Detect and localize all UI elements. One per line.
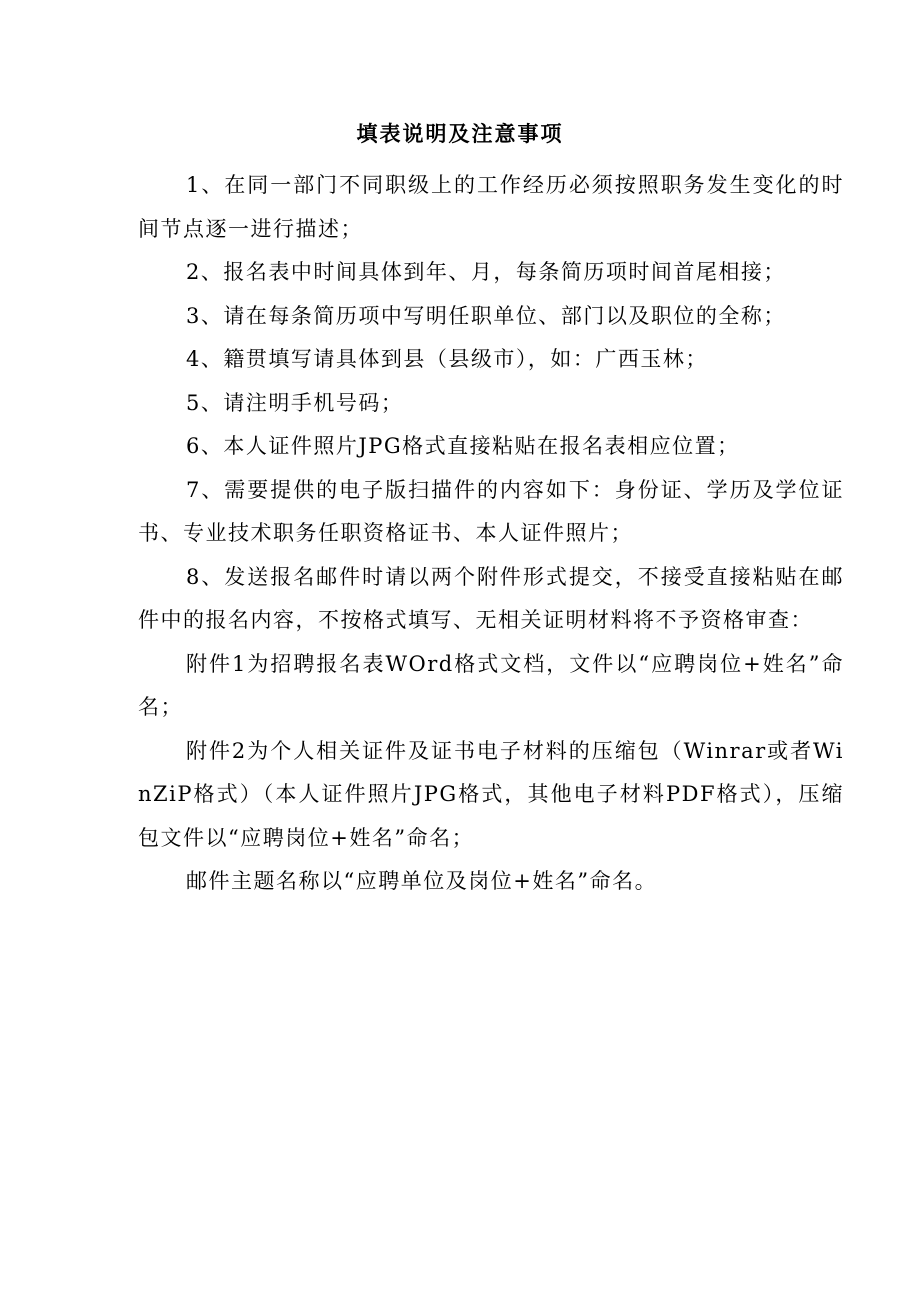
paragraph-1: 1、在同一部门不同职级上的工作经历必须按照职务发生变化的时间节点逐一进行描述； xyxy=(138,173,844,241)
paragraph-7: 7、需要提供的电子版扫描件的内容如下：身份证、学历及学位证书、专业技术职务任职资格证书、本人证件照片； xyxy=(138,477,844,545)
paragraph-4: 4、籍贯填写请具体到县（县级市），如：广西玉林； xyxy=(186,347,708,371)
document-body xyxy=(138,164,844,904)
paragraph-3: 3、请在每条简历项中写明任职单位、部门以及职位的全称； xyxy=(186,303,786,328)
paragraph-2: 2、报名表中时间具体到年、月，每条简历项时间首尾相接； xyxy=(186,260,786,284)
paragraph-6: 6、本人证件照片JPG格式直接粘贴在报名表相应位置； xyxy=(186,434,740,458)
paragraph-8: 8、发送报名邮件时请以两个附件形式提交，不接受直接粘贴在邮件中的报名内容，不按格式填写、无相关证明材料将不予资格审查： xyxy=(138,564,844,632)
document-title: 填表说明及注意事项 xyxy=(356,121,564,146)
paragraph-attachment-1: 附件1为招聘报名表WOrd格式文档，文件以“应聘岗位+姓名”命名； xyxy=(138,651,844,719)
paragraph-email-subject: 邮件主题名称以“应聘单位及岗位+姓名”命名。 xyxy=(186,869,658,893)
paragraph-5: 5、请注明手机号码； xyxy=(186,390,404,415)
paragraph-attachment-2: 附件2为个人相关证件及证书电子材料的压缩包（Winrar或者WinZiP格式）（本人证件照片JPG格式，其他电子材料PDF格式），压缩包文件以“应聘岗位+姓名”命名； xyxy=(138,738,844,850)
